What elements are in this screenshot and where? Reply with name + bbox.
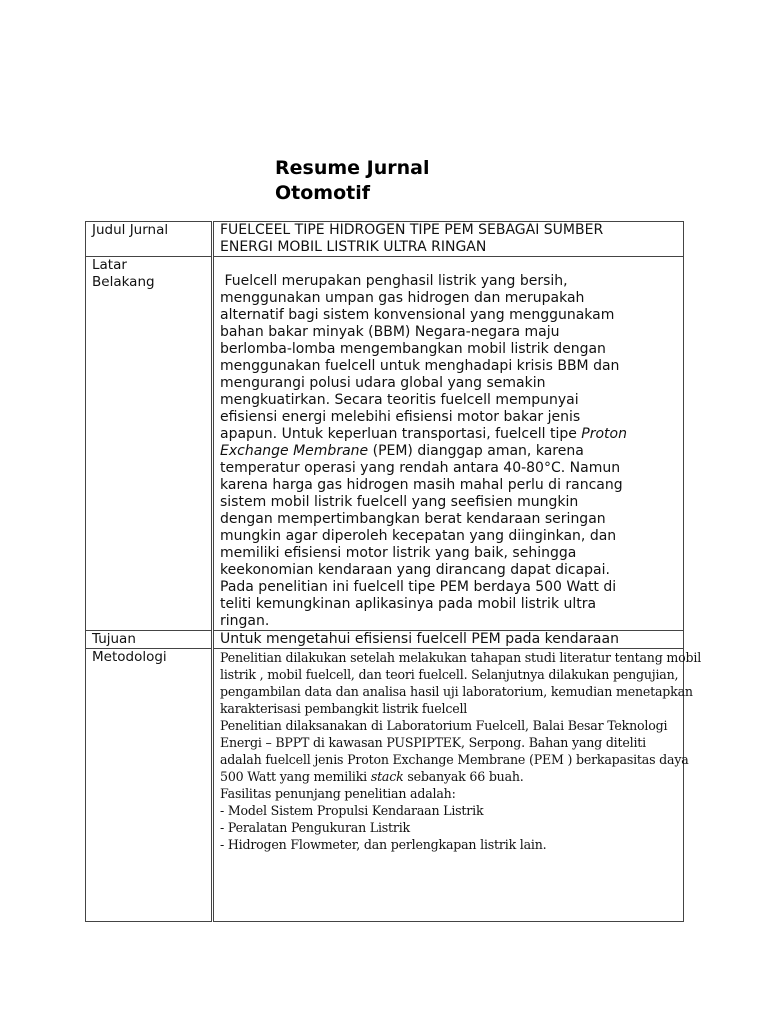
- metodologi-italic: stack: [370, 769, 404, 784]
- page-title: [275, 156, 429, 206]
- judul-line: FUELCEEL TIPE HIDROGEN TIPE PEM SEBAGAI SUMBER: [220, 222, 604, 238]
- latar-italic: Proton: [581, 426, 627, 442]
- latar-line: teliti kemungkinan aplikasinya pada mobil listrik ultra: [220, 596, 597, 612]
- latar-line: Pada penelitian ini fuelcell tipe PEM berdaya 500 Watt di: [220, 579, 617, 595]
- latar-label: [86, 257, 213, 631]
- latar-line: alternatif bagi sistem konvensional yang menggunakam: [220, 307, 615, 323]
- latar-line: bahan bakar minyak (BBM) Negara-negara maju: [220, 324, 560, 340]
- metodologi-line: listrik , mobil fuelcell, dan teori fuelcell. Selanjutnya dilakukan pengujian,: [220, 667, 679, 682]
- latar-line: sistem mobil listrik fuelcell yang seefisien mungkin: [220, 494, 579, 510]
- title-line-1: Resume Jurnal: [275, 157, 430, 179]
- latar-line: ringan.: [220, 613, 270, 629]
- metodologi-line: - Peralatan Pengukuran Listrik: [220, 820, 410, 835]
- judul-line: ENERGI MOBIL LISTRIK ULTRA RINGAN: [220, 239, 487, 255]
- resume-table: [85, 221, 702, 922]
- metodologi-label: Metodologi: [86, 649, 213, 922]
- metodologi-line: - Model Sistem Propulsi Kendaraan Listrik: [220, 803, 484, 818]
- latar-line: [220, 443, 679, 460]
- table-row-tujuan: [86, 631, 684, 649]
- latar-line: mengurangi polusi udara global yang semakin: [220, 375, 546, 391]
- tujuan-line: Untuk mengetahui efisiensi fuelcell PEM pada kendaraan: [220, 631, 619, 647]
- judul-value: [213, 222, 684, 257]
- metodologi-line: - Hidrogen Flowmeter, dan perlengkapan listrik lain.: [220, 837, 547, 852]
- metodologi-text: 500 Watt yang memiliki: [220, 769, 371, 784]
- latar-line: keekonomian kendaraan yang dirancang dapat dicapai.: [220, 562, 610, 578]
- latar-text: apapun. Untuk keperluan transportasi, fuelcell tipe: [220, 426, 582, 442]
- tujuan-label: Tujuan: [86, 631, 213, 649]
- latar-line: mengkuatirkan. Secara teoritis fuelcell mempunyai: [220, 392, 579, 408]
- title-line-2: Otomotif: [275, 182, 370, 204]
- latar-text: (PEM) dianggap aman, karena: [368, 443, 584, 459]
- table-row-latar: [86, 257, 684, 631]
- latar-line: menggunakan fuelcell untuk menghadapi krisis BBM dan: [220, 358, 620, 374]
- latar-line: temperatur operasi yang rendah antara 40-80°C. Namun: [220, 460, 621, 476]
- latar-label-line: Latar: [92, 257, 127, 273]
- latar-line: memiliki efisiensi motor listrik yang baik, sehingga: [220, 545, 577, 561]
- latar-line: mungkin agar diperoleh kecepatan yang diinginkan, dan: [220, 528, 617, 544]
- metodologi-line: Fasilitas penunjang penelitian adalah:: [220, 786, 456, 801]
- judul-label: Judul Jurnal: [86, 222, 213, 257]
- latar-line: berlomba-lomba mengembangkan mobil listrik dengan: [220, 341, 606, 357]
- metodologi-value: [213, 649, 702, 922]
- latar-line: Fuelcell merupakan penghasil listrik yang bersih,: [220, 273, 568, 289]
- metodologi-text: sebanyak 66 buah.: [403, 769, 524, 784]
- metodologi-line: Penelitian dilaksanakan di Laboratorium Fuelcell, Balai Besar Teknologi: [220, 718, 668, 733]
- latar-value: [213, 257, 684, 631]
- metodologi-line: Penelitian dilakukan setelah melakukan tahapan studi literatur tentang mobil: [220, 650, 702, 665]
- latar-line: karena harga gas hidrogen masih mahal perlu di rancang: [220, 477, 623, 493]
- table-row-judul: [86, 222, 684, 257]
- latar-italic: Exchange Membrane: [220, 443, 369, 459]
- latar-line: dengan mempertimbangkan berat kendaraan seringan: [220, 511, 606, 527]
- metodologi-line: pengambilan data dan analisa hasil uji laboratorium, kemudian menetapkan: [220, 684, 693, 699]
- latar-line: [220, 426, 679, 443]
- table-row-metodologi: [86, 649, 684, 922]
- metodologi-line: [220, 768, 679, 785]
- latar-label-line: Belakang: [92, 274, 155, 290]
- tujuan-value: [213, 631, 684, 649]
- metodologi-line: adalah fuelcell jenis Proton Exchange Membrane (PEM ) berkapasitas daya: [220, 752, 689, 767]
- latar-line: menggunakan umpan gas hidrogen dan merupakah: [220, 290, 585, 306]
- metodologi-line: karakterisasi pembangkit listrik fuelcell: [220, 701, 468, 716]
- latar-line: efisiensi energi melebihi efisiensi motor bakar jenis: [220, 409, 581, 425]
- metodologi-line: Energi – BPPT di kawasan PUSPIPTEK, Serpong. Bahan yang diteliti: [220, 735, 646, 750]
